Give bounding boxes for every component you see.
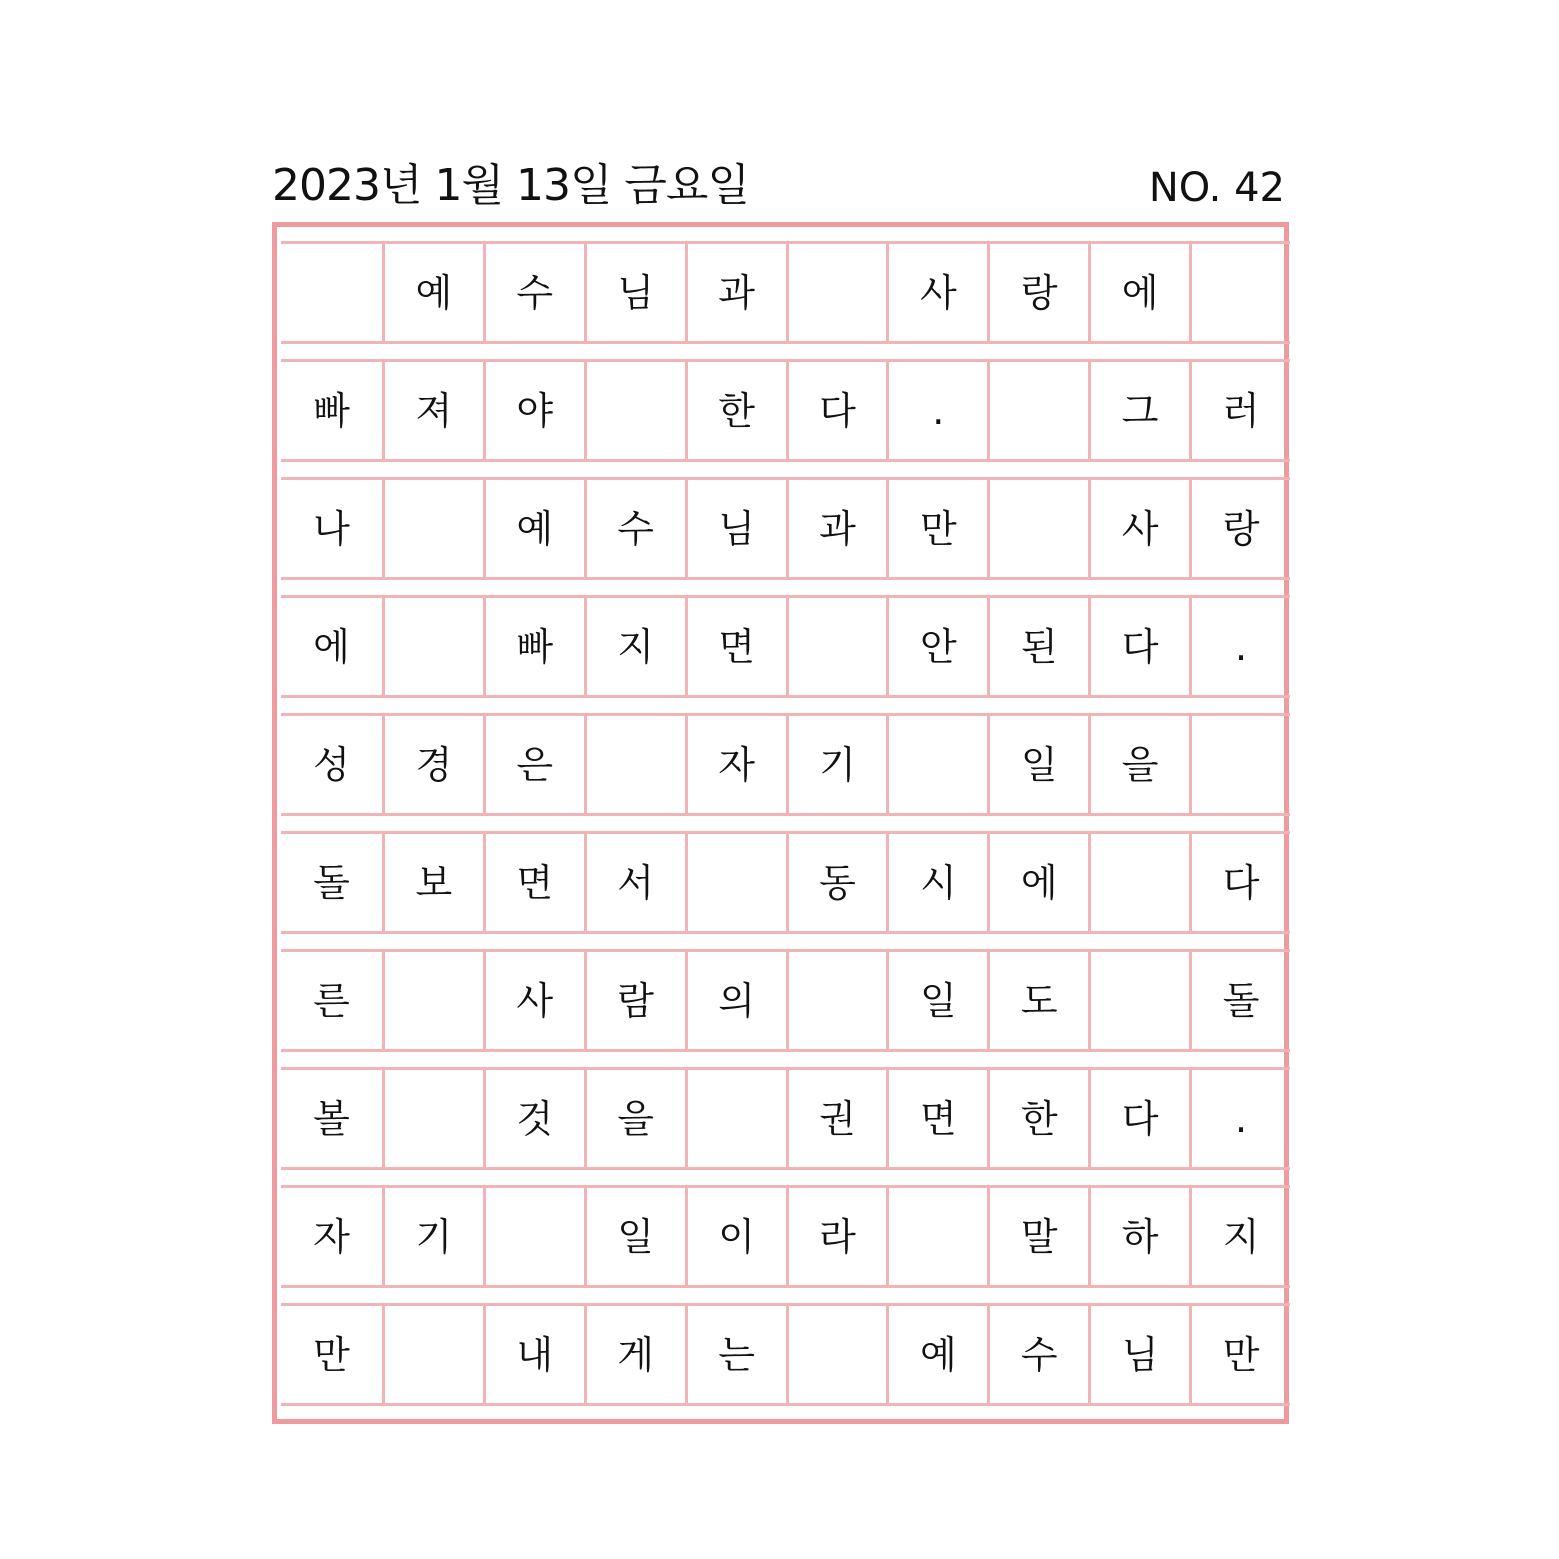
grid-cell xyxy=(987,362,1088,459)
grid-cell: 라 xyxy=(786,1188,887,1285)
grid-cell: 서 xyxy=(584,834,685,931)
grid-cell: 나 xyxy=(313,506,350,551)
grid-cell: 빠 xyxy=(313,388,350,433)
grid-cell xyxy=(1088,952,1189,1049)
grid-cell xyxy=(685,834,786,931)
grid-cell xyxy=(382,480,483,577)
grid-cell: 보 xyxy=(382,834,483,931)
grid-cell: 의 xyxy=(685,952,786,1049)
grid-cell: 과 xyxy=(685,244,786,341)
grid-cell: 지 xyxy=(1189,1188,1290,1285)
grid-cell: 하 xyxy=(1088,1188,1189,1285)
grid-cell: 도 xyxy=(987,952,1088,1049)
grid-cell: 성 xyxy=(313,742,350,787)
grid-cell xyxy=(382,1306,483,1403)
grid-cell: 에 xyxy=(987,834,1088,931)
grid-cell: 님 xyxy=(1088,1306,1189,1403)
grid-cell: 을 xyxy=(584,1070,685,1167)
grid-cell: 는 xyxy=(685,1306,786,1403)
grid-cell: 님 xyxy=(685,480,786,577)
grid-cell xyxy=(483,1188,584,1285)
grid-cell: 사 xyxy=(886,244,987,341)
grid-cell xyxy=(786,1306,887,1403)
grid-cell xyxy=(281,244,382,341)
grid-cell: 것 xyxy=(483,1070,584,1167)
grid-cell: 람 xyxy=(584,952,685,1049)
grid-row xyxy=(281,713,1290,816)
grid-cell: 예 xyxy=(886,1306,987,1403)
grid-cell: 만 xyxy=(886,480,987,577)
grid-cell: 안 xyxy=(886,598,987,695)
grid-cell: 만 xyxy=(313,1332,350,1377)
grid-cell: 말 xyxy=(987,1188,1088,1285)
grid-row xyxy=(281,477,1290,580)
grid-cell: 야 xyxy=(483,362,584,459)
grid-cell: 사 xyxy=(1088,480,1189,577)
grid-row xyxy=(281,595,1290,698)
grid-cell xyxy=(786,244,887,341)
grid-cell xyxy=(584,362,685,459)
grid-cell: 수 xyxy=(584,480,685,577)
grid-cell: 랑 xyxy=(987,244,1088,341)
grid-cell: 이 xyxy=(685,1188,786,1285)
grid-cell: 과 xyxy=(786,480,887,577)
grid-cell: 자 xyxy=(313,1214,350,1259)
grid-cell: 권 xyxy=(786,1070,887,1167)
grid-cell: 기 xyxy=(382,1188,483,1285)
grid-cell: 사 xyxy=(483,952,584,1049)
grid-cell: 일 xyxy=(886,952,987,1049)
grid-cell: 예 xyxy=(382,244,483,341)
grid-cell: 자 xyxy=(685,716,786,813)
grid-cell: . xyxy=(1189,1070,1290,1167)
grid-cell: 시 xyxy=(886,834,987,931)
manuscript-sheet xyxy=(272,222,1289,1424)
page-number: NO. 42 xyxy=(1148,165,1285,211)
grid-cell: 에 xyxy=(1088,244,1189,341)
grid-cell xyxy=(382,598,483,695)
grid-row xyxy=(281,241,1290,344)
grid-cell: 만 xyxy=(1189,1306,1290,1403)
grid-cell xyxy=(786,952,887,1049)
grid-cell: 져 xyxy=(382,362,483,459)
grid-cell: 한 xyxy=(685,362,786,459)
grid-cell: 기 xyxy=(786,716,887,813)
grid-cell: . xyxy=(886,362,987,459)
grid-cell: 랑 xyxy=(1189,480,1290,577)
grid-cell xyxy=(584,716,685,813)
grid-cell: 그 xyxy=(1088,362,1189,459)
grid-cell: 빠 xyxy=(483,598,584,695)
grid-cell: 러 xyxy=(1189,362,1290,459)
grid-row xyxy=(281,1185,1290,1288)
grid-cell: 내 xyxy=(483,1306,584,1403)
grid-cell xyxy=(886,1188,987,1285)
grid-cell: 동 xyxy=(786,834,887,931)
grid-row xyxy=(281,359,1290,462)
grid-cell: 다 xyxy=(786,362,887,459)
grid-cell: 에 xyxy=(313,624,350,669)
grid-cell: 한 xyxy=(987,1070,1088,1167)
grid-cell: 다 xyxy=(1189,834,1290,931)
grid-cell: . xyxy=(1189,598,1290,695)
grid-cell xyxy=(1088,834,1189,931)
grid-cell: 님 xyxy=(584,244,685,341)
diary-date: 2023년 1월 13일 금요일 xyxy=(272,160,749,211)
grid-cell: 면 xyxy=(685,598,786,695)
grid-cell: 을 xyxy=(1088,716,1189,813)
grid-cell xyxy=(987,480,1088,577)
grid-cell: 예 xyxy=(483,480,584,577)
grid-cell: 일 xyxy=(987,716,1088,813)
grid-row xyxy=(281,1303,1290,1406)
grid-cell xyxy=(886,716,987,813)
grid-cell xyxy=(382,1070,483,1167)
grid-cell: 돌 xyxy=(313,860,350,905)
grid-cell: 면 xyxy=(886,1070,987,1167)
grid-cell: 지 xyxy=(584,598,685,695)
grid-row xyxy=(281,949,1290,1052)
grid-cell: 볼 xyxy=(313,1096,350,1141)
grid-cell: 돌 xyxy=(1189,952,1290,1049)
grid-row xyxy=(281,831,1290,934)
grid-cell: 다 xyxy=(1088,1070,1189,1167)
grid-cell: 은 xyxy=(483,716,584,813)
grid-cell: 다 xyxy=(1088,598,1189,695)
grid-cell xyxy=(786,598,887,695)
grid-cell: 경 xyxy=(382,716,483,813)
manuscript-grid xyxy=(281,241,1290,1421)
grid-cell: 면 xyxy=(483,834,584,931)
grid-row xyxy=(281,1067,1290,1170)
grid-cell: 된 xyxy=(987,598,1088,695)
grid-cell: 른 xyxy=(313,978,350,1023)
grid-cell xyxy=(1189,716,1290,813)
grid-cell xyxy=(1189,244,1290,341)
grid-cell xyxy=(685,1070,786,1167)
grid-cell xyxy=(382,952,483,1049)
grid-cell: 게 xyxy=(584,1306,685,1403)
grid-cell: 수 xyxy=(987,1306,1088,1403)
grid-cell: 수 xyxy=(483,244,584,341)
grid-cell: 일 xyxy=(584,1188,685,1285)
